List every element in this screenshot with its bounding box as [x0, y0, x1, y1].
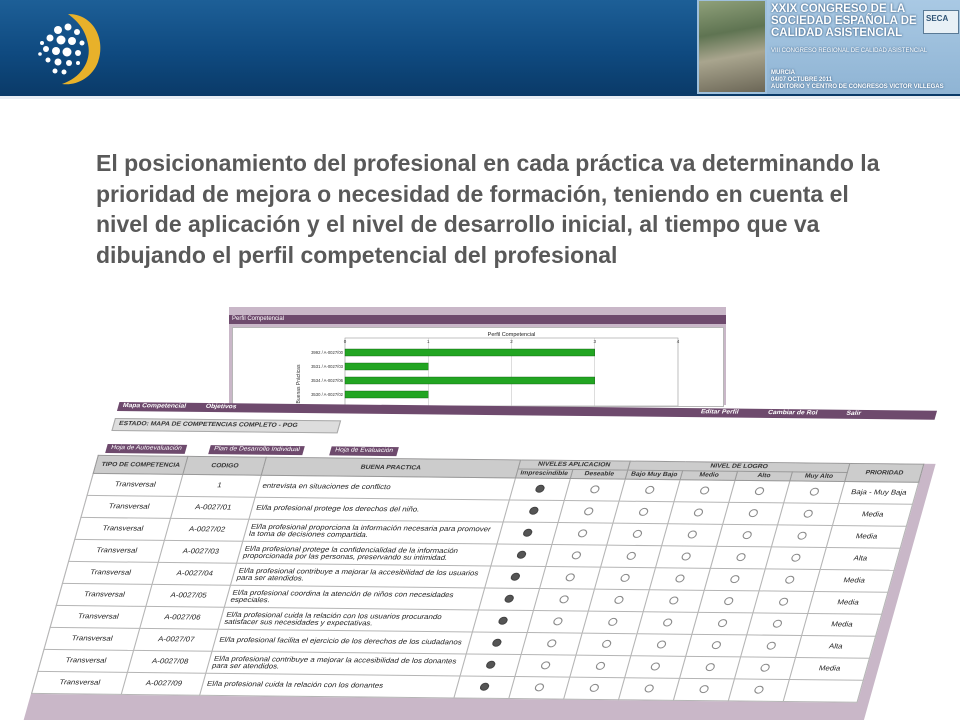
cell-bajo — [607, 523, 668, 546]
radio-alto[interactable] — [699, 685, 710, 693]
radio-medio[interactable] — [669, 596, 680, 604]
cell-tipo: Transversal — [32, 671, 128, 694]
radio-deseable[interactable] — [589, 485, 600, 493]
radio-deseable[interactable] — [553, 617, 564, 625]
cell-medio — [656, 546, 717, 569]
cell-bajo — [601, 545, 662, 568]
cell-alto — [674, 678, 735, 701]
cell-codigo: A-0027/01 — [171, 496, 255, 519]
cell-bajo — [588, 589, 649, 612]
cell-codigo: A-0027/02 — [165, 518, 249, 541]
cell-bajo — [595, 567, 656, 590]
radio-muy-alto[interactable] — [797, 531, 808, 539]
x-tick-label: 1 — [426, 339, 430, 344]
cell-buena-practica: entrevista en situaciones de conflicto — [255, 475, 515, 500]
cell-tipo: Transversal — [87, 473, 183, 496]
radio-alto[interactable] — [717, 619, 728, 627]
col-prioridad: PRIORIDAD — [845, 463, 924, 482]
cell-muy-alto — [728, 679, 789, 702]
self-evaluation-sheet — [0, 400, 960, 720]
radio-deseable[interactable] — [571, 551, 582, 559]
cell-muy-alto — [753, 591, 814, 614]
col-medio: Medio — [680, 471, 737, 481]
banner-title: XXIX CONGRESO DE LA SOCIEDAD ESPAÑOLA DE CALIDAD ASISTENCIAL — [771, 3, 917, 39]
cell-prioridad — [783, 679, 863, 702]
radio-deseable[interactable] — [559, 595, 570, 603]
competency-profile-panel — [229, 307, 726, 405]
radio-medio[interactable] — [662, 618, 673, 626]
cell-alto — [686, 634, 747, 657]
radio-deseable[interactable] — [546, 639, 557, 647]
col-tipo: TIPO DE COMPETENCIA — [93, 455, 188, 474]
radio-imprescindible[interactable] — [528, 506, 539, 514]
cell-alto — [711, 546, 772, 569]
cell-prioridad: Media — [808, 591, 888, 614]
cell-muy-alto — [759, 569, 820, 592]
radio-imprescindible[interactable] — [522, 528, 533, 536]
radio-bajo[interactable] — [626, 551, 637, 559]
cell-deseable — [527, 611, 588, 634]
cell-buena-practica: El/la profesional cuida la relación con los donantes — [200, 673, 460, 698]
radio-alto[interactable] — [730, 575, 741, 583]
x-tick-label: 0 — [343, 339, 347, 344]
menu-mapa-competencial[interactable]: Mapa Competencial — [121, 403, 187, 410]
cell-medio — [668, 502, 729, 525]
competency-bar-chart — [233, 328, 723, 406]
menu-objetivos[interactable]: Objetivos — [204, 403, 238, 411]
table-header-row — [96, 455, 924, 473]
radio-imprescindible[interactable] — [504, 594, 515, 602]
tab-evaluacion[interactable]: Hoja de Evaluación — [329, 446, 398, 456]
cell-codigo: A-0027/08 — [128, 650, 212, 673]
panel-title: Perfil Competencial — [232, 316, 285, 322]
radio-medio[interactable] — [656, 640, 667, 648]
cell-imprescindible — [453, 676, 514, 699]
cell-buena-practica: El/la profesional cuida la relación con los usuarios procurando satisfacer sus necesidades y expectativas. — [218, 607, 478, 632]
radio-bajo[interactable] — [595, 661, 606, 669]
banner-dates: 04/07 OCTUBRE 2011 — [771, 77, 833, 83]
radio-muy-alto[interactable] — [766, 641, 777, 649]
slide-paragraph: El posicionamiento del profesional en cada práctica va determinando la prioridad de mejora o necesidad de formación, teniendo en cuenta el nivel de aplicación y el nivel de desarrollo inicial, al tiempo que va dibujando el perfil competencial del profesional — [96, 150, 880, 268]
status-bar — [111, 418, 341, 433]
cell-tipo: Transversal — [69, 539, 165, 562]
cell-medio — [631, 634, 692, 657]
category-label: 3992 / A-0027/00 — [311, 350, 343, 355]
cell-imprescindible — [509, 478, 570, 501]
cell-prioridad: Alta — [820, 547, 900, 570]
congress-banner — [697, 0, 960, 94]
col-imprescindible: Imprescindible — [515, 469, 573, 479]
fountain-photo — [699, 1, 765, 92]
bar — [345, 391, 428, 398]
cell-buena-practica: El/la profesional proporciona la información necesaria para promover la toma de decisiones compartida. — [243, 519, 503, 544]
cell-imprescindible — [490, 544, 551, 567]
cell-medio — [674, 480, 735, 503]
cell-muy-alto — [735, 657, 796, 680]
radio-medio[interactable] — [675, 574, 686, 582]
radio-bajo[interactable] — [638, 507, 649, 515]
radio-imprescindible[interactable] — [491, 638, 502, 646]
radio-deseable[interactable] — [534, 683, 545, 691]
chart-title: Perfil Competencial — [487, 332, 536, 338]
col-nivel-logro: NIVEL DE LOGRO — [628, 461, 850, 472]
menu-editar-perfil[interactable]: Editar Perfil — [699, 409, 740, 416]
banner-location — [771, 70, 960, 91]
radio-bajo[interactable] — [644, 485, 655, 493]
cell-bajo — [582, 611, 643, 634]
cell-imprescindible — [460, 654, 521, 677]
cell-prioridad: Alta — [796, 635, 876, 658]
cell-codigo: A-0027/05 — [146, 584, 230, 607]
cell-deseable — [533, 589, 594, 612]
badge-text: SECA — [926, 14, 949, 23]
panel-header — [229, 315, 726, 324]
cell-muy-alto — [741, 635, 802, 658]
radio-imprescindible[interactable] — [516, 550, 527, 558]
bar — [345, 349, 595, 356]
grid-frame — [0, 455, 936, 720]
y-axis-label: Buenas Prácticas — [296, 364, 302, 404]
app-menu-bar — [117, 402, 937, 420]
radio-muy-alto[interactable] — [809, 487, 820, 495]
banner-subtitle: VIII CONGRESO REGIONAL DE CALIDAD ASISTENCIAL — [771, 48, 928, 54]
cell-deseable — [521, 633, 582, 656]
cell-deseable — [558, 501, 619, 524]
cell-prioridad: Media — [827, 525, 907, 548]
radio-medio[interactable] — [687, 530, 698, 538]
radio-deseable[interactable] — [540, 661, 551, 669]
chart-container — [232, 327, 724, 407]
cell-prioridad: Media — [814, 569, 894, 592]
radio-bajo[interactable] — [601, 639, 612, 647]
radio-medio[interactable] — [644, 684, 655, 692]
radio-alto[interactable] — [736, 553, 747, 561]
radio-muy-alto[interactable] — [791, 553, 802, 561]
header-banner — [0, 0, 960, 96]
seca-badge — [923, 10, 959, 34]
table-body — [32, 473, 919, 702]
cell-alto — [680, 656, 741, 679]
cell-codigo: A-0027/09 — [122, 672, 206, 695]
radio-muy-alto[interactable] — [803, 509, 814, 517]
radio-bajo[interactable] — [614, 595, 625, 603]
cell-bajo — [576, 633, 637, 656]
cell-tipo: Transversal — [38, 649, 134, 672]
category-label: 3530 / A-0027/02 — [311, 392, 343, 397]
radio-deseable[interactable] — [577, 529, 588, 537]
cell-deseable — [540, 567, 601, 590]
header-divider — [0, 96, 960, 99]
cell-medio — [643, 590, 704, 613]
radio-imprescindible[interactable] — [479, 682, 490, 690]
tab-autoevaluacion[interactable]: Hoja de Autoevaluación — [105, 444, 187, 454]
cell-tipo: Transversal — [62, 561, 158, 584]
radio-medio[interactable] — [681, 552, 692, 560]
cell-muy-alto — [765, 547, 826, 570]
col-bajo: Bajo Muy Bajo — [625, 470, 682, 480]
radio-alto[interactable] — [748, 509, 759, 517]
cell-imprescindible — [484, 566, 545, 589]
radio-alto[interactable] — [705, 663, 716, 671]
col-niveles-aplicacion: NIVELES APLICACION — [518, 460, 631, 470]
cell-tipo: Transversal — [81, 495, 177, 518]
radio-medio[interactable] — [699, 486, 710, 494]
cell-deseable — [515, 655, 576, 678]
radio-muy-alto[interactable] — [785, 575, 796, 583]
cell-tipo: Transversal — [50, 605, 146, 628]
x-tick-label: 4 — [676, 339, 680, 344]
banner-city: MURCIA — [771, 70, 795, 76]
cell-buena-practica: El/la profesional protege la confidencialidad de la información proporcionada por las personas, preservando su intimidad. — [237, 541, 497, 566]
x-tick-label: 2 — [510, 339, 513, 344]
cell-alto — [704, 568, 765, 591]
cell-alto — [717, 524, 778, 547]
cell-tipo: Transversal — [44, 627, 140, 650]
cell-codigo: A-0027/07 — [134, 628, 218, 651]
cell-alto — [692, 612, 753, 635]
radio-medio[interactable] — [693, 508, 704, 516]
status-text: ESTADO: MAPA DE COMPETENCIAS COMPLETO - POG — [118, 421, 299, 429]
cell-buena-practica: El/la profesional contribuye a mejorar la accesibilidad de los donantes para ser atendidos. — [206, 651, 466, 676]
cell-muy-alto — [747, 613, 808, 636]
cell-bajo — [613, 501, 674, 524]
menu-cambiar-rol[interactable]: Cambiar de Rol — [767, 409, 819, 417]
radio-alto[interactable] — [754, 487, 765, 495]
cell-medio — [619, 678, 680, 701]
bar — [345, 363, 428, 370]
cell-muy-alto — [772, 525, 833, 548]
radio-bajo[interactable] — [607, 617, 618, 625]
tab-plan-desarrollo[interactable]: Plan de Desarrollo Individual — [208, 445, 305, 455]
cell-codigo: A-0027/06 — [140, 606, 224, 629]
cell-muy-alto — [778, 503, 839, 526]
col-buena-practica: BUENA PRACTICA — [262, 457, 521, 478]
cell-imprescindible — [503, 500, 564, 523]
bar — [345, 377, 595, 384]
category-label: 3531 / A-0027/03 — [311, 364, 343, 369]
menu-salir[interactable]: Salir — [845, 410, 862, 417]
cell-imprescindible — [472, 610, 533, 633]
cell-buena-practica: El/la profesional protege los derechos del niño. — [249, 497, 509, 522]
radio-muy-alto[interactable] — [760, 663, 771, 671]
radio-imprescindible[interactable] — [497, 616, 508, 624]
cell-codigo: A-0027/03 — [159, 540, 243, 563]
radio-imprescindible[interactable] — [485, 660, 496, 668]
radio-bajo[interactable] — [632, 529, 643, 537]
cell-buena-practica: El/la profesional facilita el ejercicio de los derechos de los ciudadanos — [212, 629, 472, 654]
radio-bajo[interactable] — [589, 683, 600, 691]
cell-codigo: A-0027/04 — [152, 562, 236, 585]
cell-imprescindible — [478, 588, 539, 611]
radio-bajo[interactable] — [620, 573, 631, 581]
cell-codigo: 1 — [177, 474, 261, 497]
cell-imprescindible — [497, 522, 558, 545]
cell-bajo — [570, 655, 631, 678]
cell-prioridad: Baja - Muy Baja — [839, 481, 919, 504]
radio-muy-alto[interactable] — [772, 619, 783, 627]
cell-medio — [649, 568, 710, 591]
radio-alto[interactable] — [711, 641, 722, 649]
cell-bajo — [564, 677, 625, 700]
cell-buena-practica: El/la profesional coordina la atención de niños con necesidades especiales. — [225, 585, 485, 610]
cell-prioridad: Media — [802, 613, 882, 636]
radio-muy-alto[interactable] — [778, 597, 789, 605]
category-label: 3534 / A-0027/06 — [311, 378, 343, 383]
radio-deseable[interactable] — [583, 507, 594, 515]
radio-medio[interactable] — [650, 662, 661, 670]
cell-muy-alto — [784, 481, 845, 504]
cell-buena-practica: El/la profesional contribuye a mejorar la accesibilidad de los usuarios para ser atendidos. — [231, 563, 491, 588]
cell-medio — [637, 612, 698, 635]
col-alto: Alto — [735, 471, 792, 481]
col-codigo: CODIGO — [183, 456, 266, 475]
radio-muy-alto[interactable] — [754, 685, 765, 693]
cell-bajo — [619, 479, 680, 502]
congress-logo — [28, 10, 106, 88]
cell-tipo: Transversal — [56, 583, 152, 606]
col-deseable: Deseable — [570, 470, 627, 480]
col-muy-alto: Muy Alto — [790, 472, 847, 482]
cell-alto — [729, 480, 790, 503]
cell-medio — [625, 656, 686, 679]
cell-deseable — [564, 479, 625, 502]
cell-deseable — [546, 545, 607, 568]
radio-deseable[interactable] — [565, 573, 576, 581]
cell-prioridad: Media — [833, 503, 913, 526]
cell-tipo: Transversal — [75, 517, 171, 540]
cell-deseable — [509, 677, 570, 700]
cell-alto — [723, 502, 784, 525]
banner-venue: AUDITORIO Y CENTRO DE CONGRESOS VICTOR VILLEGAS — [771, 84, 944, 90]
cell-deseable — [552, 523, 613, 546]
radio-alto[interactable] — [742, 531, 753, 539]
radio-imprescindible[interactable] — [534, 484, 545, 492]
cell-medio — [662, 524, 723, 547]
competency-table — [31, 455, 924, 703]
cell-prioridad: Media — [790, 657, 870, 680]
radio-imprescindible[interactable] — [510, 572, 521, 580]
cell-alto — [698, 590, 759, 613]
x-tick-label: 3 — [593, 339, 597, 344]
radio-alto[interactable] — [723, 597, 734, 605]
cell-imprescindible — [466, 632, 527, 655]
